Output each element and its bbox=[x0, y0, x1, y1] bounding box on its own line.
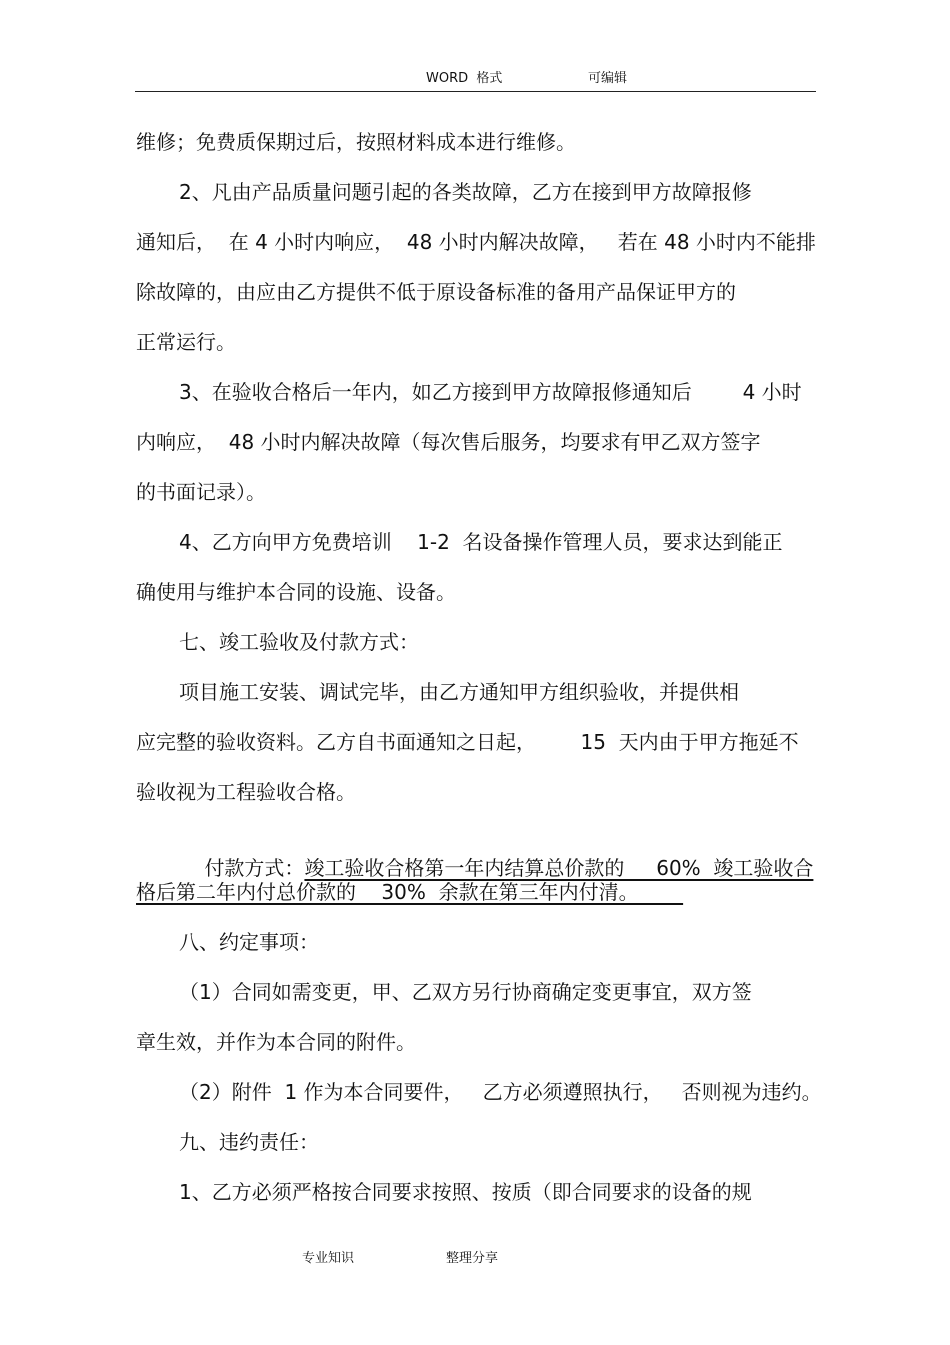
text-line: 项目施工安装、调试完毕，由乙方通知甲方组织验收，并提供相 bbox=[179, 680, 739, 704]
section-heading: 九、违约责任： bbox=[179, 1130, 319, 1154]
text-line: （1）合同如需变更，甲、乙双方另行协商确定变更事宜，双方签 bbox=[179, 980, 752, 1004]
header-editable-label: 可编辑 bbox=[588, 71, 628, 86]
payment-line bbox=[179, 829, 814, 880]
text-line: 4、乙方向甲方免费培训 1-2 名设备操作管理人员，要求达到能正 bbox=[179, 530, 783, 554]
text-line: 确使用与维护本合同的设施、设备。 bbox=[136, 580, 456, 604]
page-header bbox=[135, 66, 816, 92]
text-line: 3、在验收合格后一年内，如乙方接到甲方故障报修通知后 4 小时 bbox=[179, 380, 802, 404]
text-line: 应完整的验收资料。乙方自书面通知之日起， 15 天内由于甲方拖延不 bbox=[136, 730, 799, 754]
text-line: 章生效，并作为本合同的附件。 bbox=[136, 1030, 416, 1054]
footer-share-label: 整理分享 bbox=[446, 1251, 499, 1266]
text-line: 正常运行。 bbox=[136, 330, 236, 354]
payment-label: 付款方式： bbox=[204, 856, 305, 880]
text-line: 1、乙方必须严格按合同要求按照、按质（即合同要求的设备的规 bbox=[179, 1180, 752, 1204]
section-heading: 八、约定事项： bbox=[179, 930, 319, 954]
footer-knowledge-label: 专业知识 bbox=[302, 1251, 355, 1266]
text-line: （2）附件 1 作为本合同要件， 乙方必须遵照执行， 否则视为违约。 bbox=[179, 1080, 822, 1104]
text-line: 的书面记录）。 bbox=[136, 480, 266, 504]
header-format-label: WORD 格式 bbox=[426, 71, 503, 86]
text-line: 通知后， 在 4 小时内响应， 48 小时内解决故障， 若在 48 小时内不能排 bbox=[136, 230, 816, 254]
text-line: 验收视为工程验收合格。 bbox=[136, 780, 356, 804]
text-line: 2、凡由产品质量问题引起的各类故障，乙方在接到甲方故障报修 bbox=[179, 180, 752, 204]
section-heading: 七、竣工验收及付款方式： bbox=[179, 630, 419, 654]
payment-terms-underlined-cont: 格后第二年内付总价款的 30% 余款在第三年内付清。 bbox=[136, 880, 684, 904]
text-line: 维修；免费质保期过后，按照材料成本进行维修。 bbox=[136, 130, 576, 154]
text-line: 除故障的，由应由乙方提供不低于原设备标准的备用产品保证甲方的 bbox=[136, 280, 736, 304]
payment-terms-underlined: 竣工验收合格第一年内结算总价款的 60% 竣工验收合 bbox=[304, 856, 814, 880]
text-line: 内响应， 48 小时内解决故障（每次售后服务，均要求有甲乙双方签字 bbox=[136, 430, 761, 454]
